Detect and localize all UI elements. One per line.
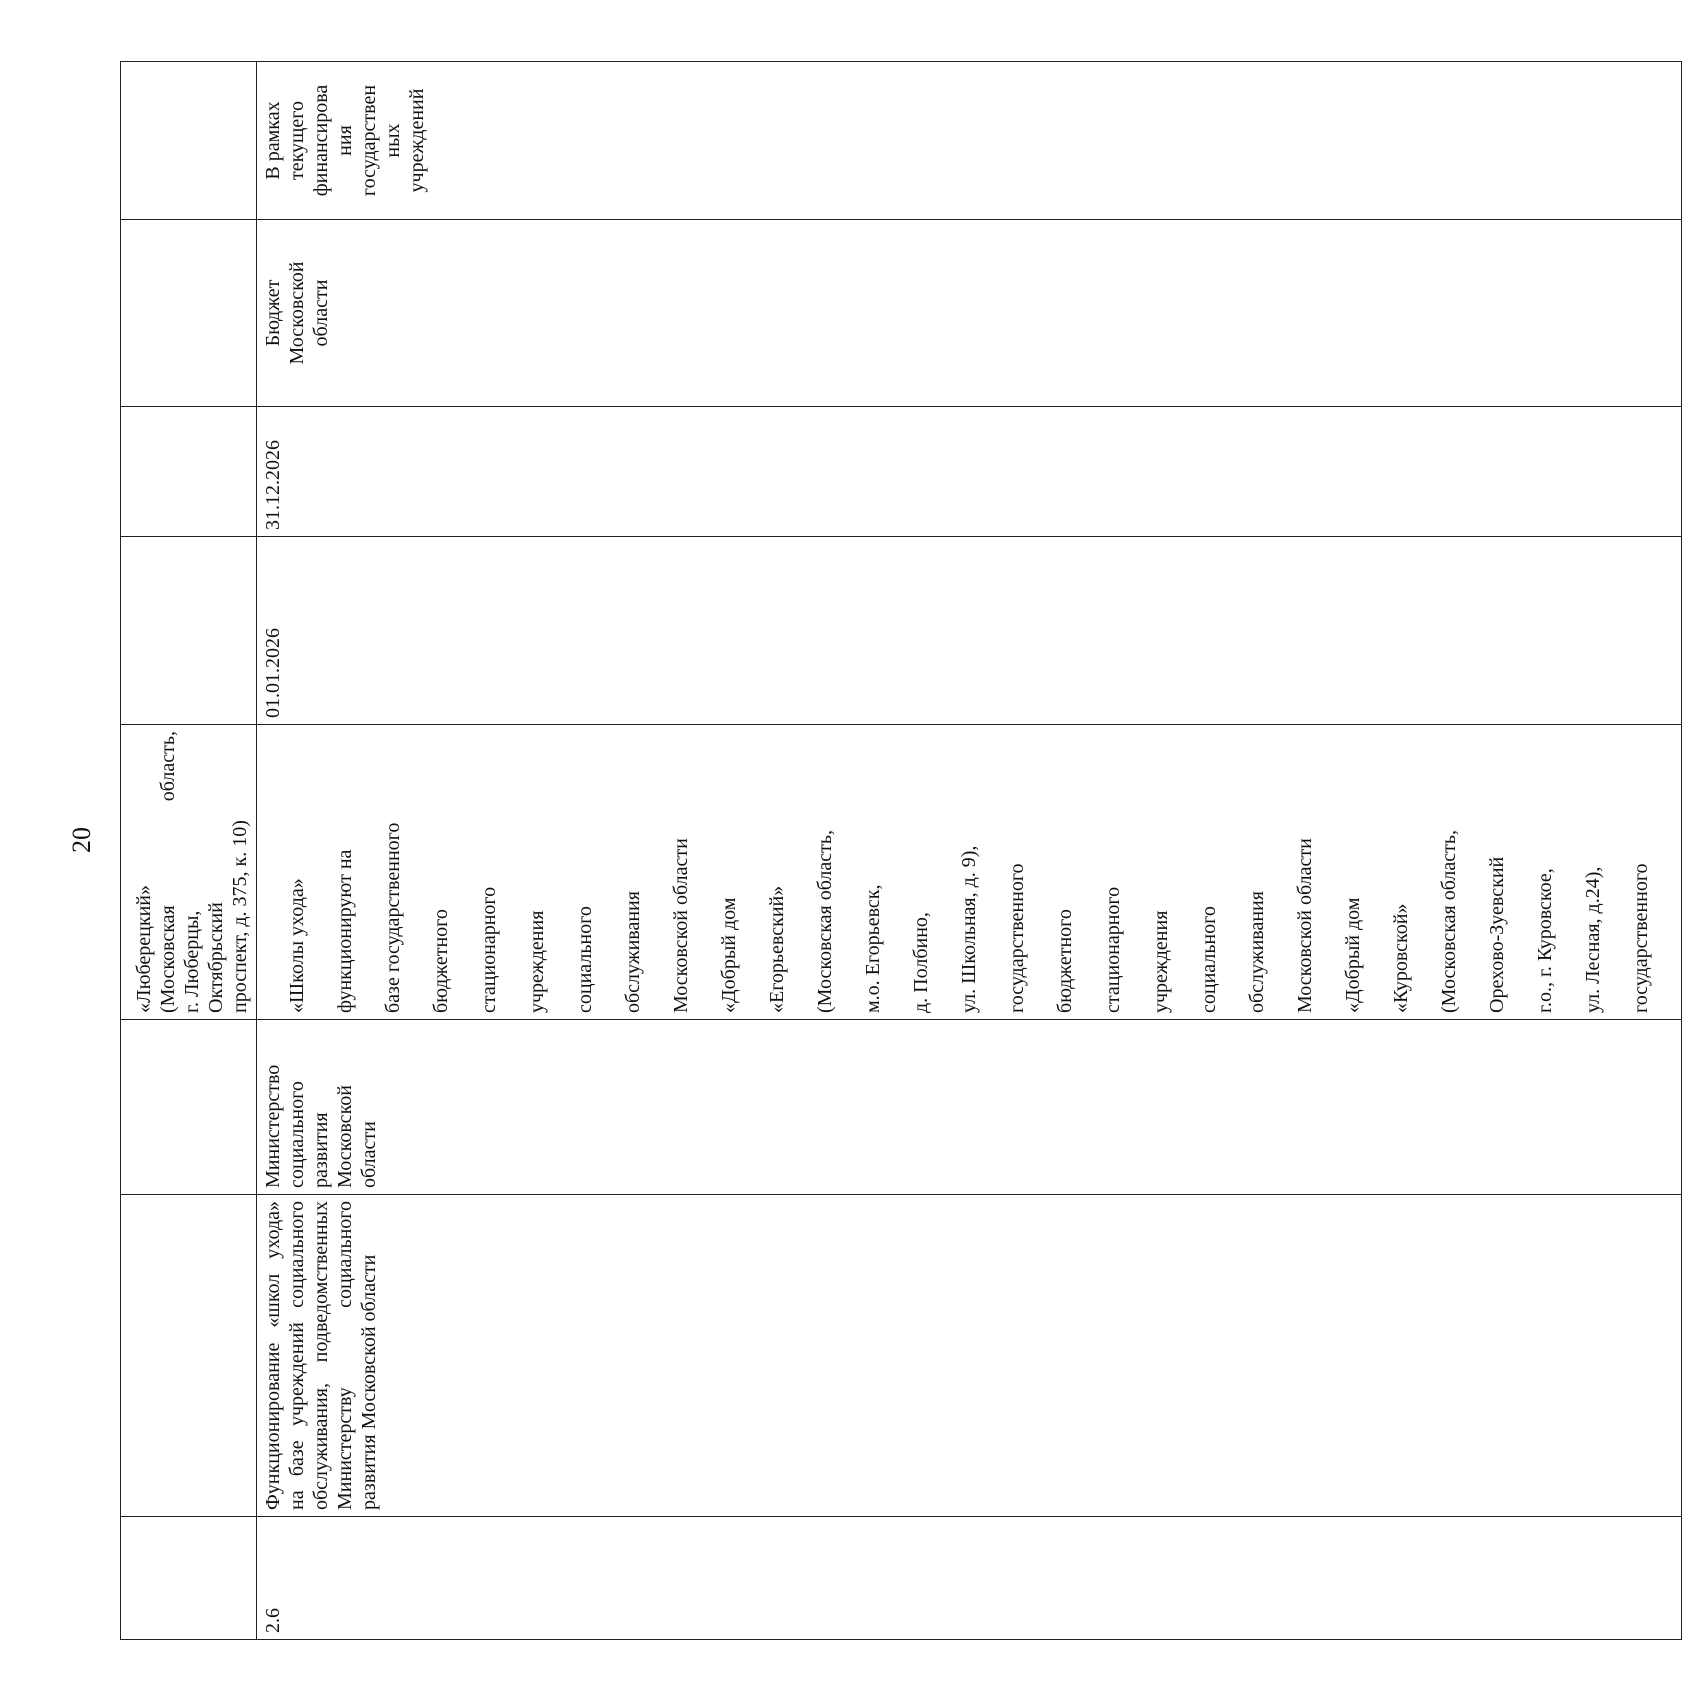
cont-address-line: «Люберецкий» bbox=[133, 885, 155, 1013]
funding-note-line: текущего bbox=[286, 100, 308, 181]
description-line: социального bbox=[1198, 906, 1220, 1013]
row-number: 2.6 bbox=[262, 1608, 284, 1633]
start-date: 01.01.2026 bbox=[262, 628, 284, 718]
cont-responsible-cell bbox=[121, 1020, 257, 1195]
description-line: Московской области bbox=[1294, 838, 1316, 1013]
description-line: «Добрый дом bbox=[1342, 897, 1364, 1013]
table-row bbox=[257, 62, 1682, 1640]
description-line: государственного bbox=[1006, 863, 1028, 1013]
funding-note-line: ных bbox=[382, 123, 404, 158]
measures-table bbox=[120, 62, 1652, 1640]
cont-source-cell bbox=[121, 220, 257, 407]
cont-activity-cell bbox=[121, 1195, 257, 1517]
description-line: стационарного bbox=[1102, 886, 1124, 1013]
description-line: «Куровской» bbox=[1390, 903, 1412, 1013]
description-line: г.о., г. Куровское, bbox=[1534, 868, 1556, 1013]
description-line: (Московская область, bbox=[1438, 830, 1460, 1013]
description-line: базе государственного bbox=[382, 822, 404, 1013]
cont-end-cell bbox=[121, 407, 257, 537]
description-line: бюджетного bbox=[1054, 909, 1076, 1013]
activity-cell bbox=[257, 1195, 1682, 1517]
cont-start-cell bbox=[121, 537, 257, 725]
description-line: д. Полбино, bbox=[910, 912, 932, 1013]
description-line: ул. Лесная, д.24), bbox=[1582, 866, 1604, 1013]
description-line: «Школы ухода» bbox=[286, 878, 308, 1013]
end-date-cell bbox=[257, 407, 1682, 537]
description-line: учреждения bbox=[526, 910, 548, 1013]
cont-address-line: Октябрьский bbox=[205, 902, 227, 1013]
cont-number-cell bbox=[121, 1517, 257, 1640]
cont-address-text bbox=[125, 731, 252, 1013]
funding-source: Бюджет Московской области bbox=[262, 261, 332, 365]
description-line: стационарного bbox=[478, 886, 500, 1013]
cont-note-cell bbox=[121, 62, 257, 220]
end-date: 31.12.2026 bbox=[262, 440, 284, 530]
description-line: «Егорьевский» bbox=[766, 885, 788, 1013]
continuation-row bbox=[121, 62, 257, 1640]
description-line: м.о. Егорьевск, bbox=[862, 884, 884, 1013]
rotated-table-wrapper bbox=[120, 62, 1652, 1640]
description-line: Орехово-Зуевский bbox=[1486, 856, 1508, 1013]
funding-note bbox=[261, 68, 429, 213]
description-line: учреждения bbox=[1150, 910, 1172, 1013]
funding-source-cell bbox=[257, 220, 1682, 407]
row-number-cell bbox=[257, 1517, 1682, 1640]
description-line: государственного bbox=[1630, 863, 1652, 1013]
responsible-text: Министерство социального развития Московской области bbox=[262, 1064, 380, 1188]
description-line: функционируют на bbox=[334, 849, 356, 1013]
funding-note-line: учреждений bbox=[406, 88, 428, 193]
description-line: бюджетного bbox=[430, 909, 452, 1013]
cont-address-line: (Московская область, bbox=[157, 731, 179, 1013]
description-line: ул. Школьная, д. 9), bbox=[958, 845, 980, 1013]
description-line: обслуживания bbox=[1246, 891, 1268, 1013]
responsible-cell bbox=[257, 1020, 1682, 1195]
plan-table bbox=[120, 61, 1682, 1640]
funding-note-line: В рамках bbox=[262, 101, 284, 180]
description-line: обслуживания bbox=[622, 891, 644, 1013]
page-number: 20 bbox=[67, 827, 96, 853]
description-line: «Добрый дом bbox=[718, 897, 740, 1013]
start-date-cell bbox=[257, 537, 1682, 725]
funding-note-line: финансирова bbox=[310, 84, 332, 197]
activity-text: Функционирование «школ ухода» на базе учреждений социального обслуживания, подведомственных Министерству социального развития Московской области bbox=[262, 1201, 380, 1510]
description-text bbox=[261, 731, 1677, 1013]
cont-address-line: г. Люберцы, bbox=[181, 910, 203, 1013]
description-line: Московской области bbox=[670, 838, 692, 1013]
description-line: социального bbox=[574, 906, 596, 1013]
funding-note-cell bbox=[257, 62, 1682, 220]
description-line: (Московская область, bbox=[814, 830, 836, 1013]
funding-note-line: государствен bbox=[358, 84, 380, 197]
cont-address-cell bbox=[121, 725, 257, 1020]
cont-address-line: проспект, д. 375, к. 10) bbox=[229, 820, 251, 1013]
funding-note-line: ния bbox=[334, 125, 356, 156]
description-cell bbox=[257, 725, 1682, 1020]
